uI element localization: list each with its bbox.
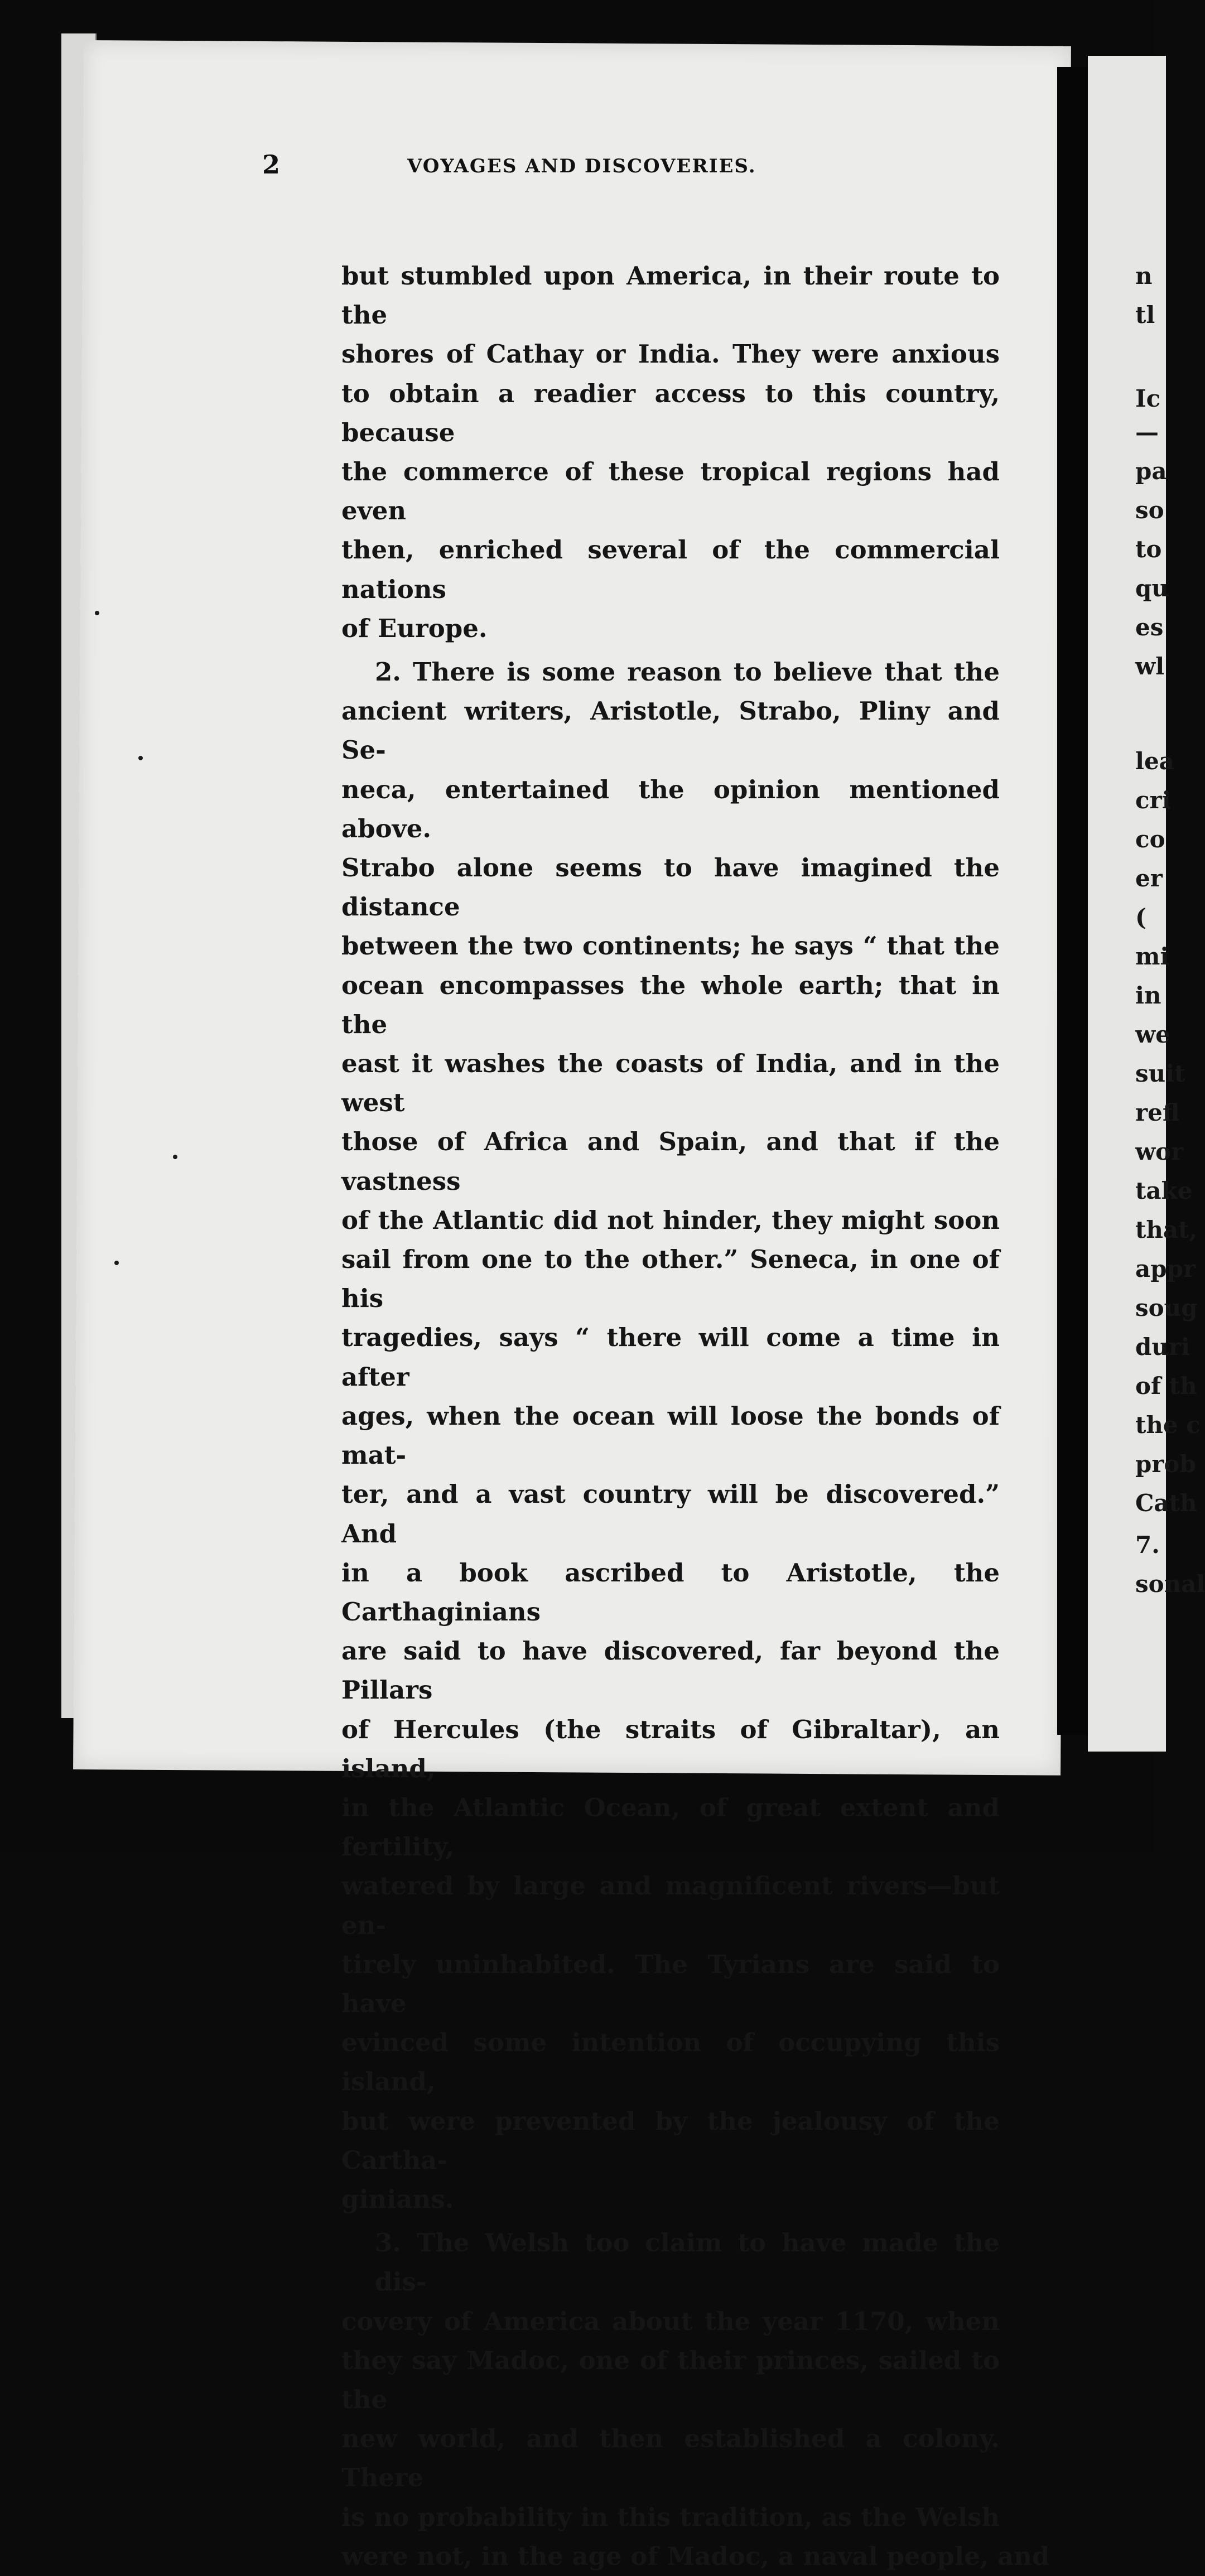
body-line: ocean encompasses the whole earth; that in the xyxy=(341,970,1000,1039)
right-page-fragment: Cath xyxy=(1135,1489,1197,1517)
right-page-fragment: we xyxy=(1135,1021,1170,1048)
right-page-fragment: take xyxy=(1135,1177,1193,1204)
scan-speck xyxy=(114,1261,119,1265)
body-line: those of Africa and Spain, and that if the vastness xyxy=(341,1127,1000,1196)
body-line: of Europe. xyxy=(341,613,488,643)
body-line: but were prevented by the jealousy of the Cartha- xyxy=(341,2106,1000,2175)
scan-speck xyxy=(95,611,99,615)
body-line: evinced some intention of occupying this island, xyxy=(341,2028,1000,2097)
right-page-fragment: that, xyxy=(1135,1216,1198,1243)
right-page-fragment: — xyxy=(1135,418,1159,446)
body-line: is no probability in this tradition, as the Welsh xyxy=(341,2502,1000,2532)
body-line: sail from one to the other.” Seneca, in one of his xyxy=(341,1244,1000,1314)
body-line: tragedies, says “ there will come a time in after xyxy=(341,1323,1000,1392)
body-line: ginians. xyxy=(341,2184,454,2214)
right-page-fragment: prob xyxy=(1135,1450,1196,1478)
right-page-fragment: lea xyxy=(1135,747,1174,775)
right-page-fragment: pa xyxy=(1135,457,1167,485)
right-page-fragment: Ic xyxy=(1135,385,1161,412)
body-line: to obtain a readier access to this country, because xyxy=(341,378,1000,447)
body-line: but stumbled upon America, in their route to the xyxy=(341,261,1000,330)
body-text xyxy=(341,257,1050,2576)
right-page-fragment: of th xyxy=(1135,1372,1197,1400)
running-head: VOYAGES AND DISCOVERIES. xyxy=(407,155,756,177)
body-line: between the two continents; he says “ that the xyxy=(341,931,1000,961)
right-page-fragment: soug xyxy=(1135,1294,1198,1321)
right-page-fragment: so xyxy=(1135,496,1164,524)
body-line: in a book ascribed to Aristotle, the Carthaginians xyxy=(341,1557,1000,1627)
scan-speck xyxy=(138,756,143,760)
body-line: ages, when the ocean will loose the bonds of mat- xyxy=(341,1401,1000,1470)
body-line: east it washes the coasts of India, and in the west xyxy=(341,1049,1000,1118)
right-page-fragment: refl xyxy=(1135,1099,1180,1126)
body-line: they say Madoc, one of their princes, sailed to the xyxy=(341,2345,1000,2414)
body-line: covery of America about the year 1170, when xyxy=(341,2306,1000,2336)
right-page-fragment: qu xyxy=(1135,575,1169,602)
right-page-fragment: wor xyxy=(1135,1138,1184,1165)
body-line: Strabo alone seems to have imagined the distance xyxy=(341,853,1000,922)
right-page-fragment: n xyxy=(1135,262,1153,290)
body-line: neca, entertained the opinion mentioned above. xyxy=(341,774,1000,843)
body-line: 3. The Welsh too claim to have made the dis- xyxy=(375,2228,1000,2297)
body-line: in the Atlantic Ocean, of great extent and fertility, xyxy=(341,1792,1000,1862)
body-line: then, enriched several of the commercial nations xyxy=(341,535,1000,604)
right-page-fragment: appr xyxy=(1135,1255,1196,1282)
body-line: 2. There is some reason to believe that the xyxy=(375,657,1000,687)
body-line: ter, and a vast country will be discovered.” And xyxy=(341,1479,1000,1549)
right-page-fragment: suit xyxy=(1135,1060,1185,1087)
right-page-fragment: er xyxy=(1135,865,1163,892)
body-line: were not, in the age of Madoc, a naval people, and xyxy=(341,2541,1050,2571)
right-page-fragment: sonal xyxy=(1135,1570,1205,1598)
body-line: the commerce of these tropical regions had even xyxy=(341,457,1000,526)
body-line: of the Atlantic did not hinder, they might soon xyxy=(341,1205,1000,1235)
right-page-fragment: the c xyxy=(1135,1411,1201,1439)
right-page-fragment: co xyxy=(1135,826,1165,853)
right-page-fragment: mi xyxy=(1135,943,1169,970)
body-line: new world, and then established a colony. There xyxy=(341,2424,1000,2493)
right-page-fragment: cri xyxy=(1135,787,1171,814)
page-number: 2 xyxy=(262,149,281,180)
body-line: are said to have discovered, far beyond the Pillars xyxy=(341,1636,1000,1705)
right-page-fragment: duri xyxy=(1135,1333,1190,1361)
body-line: shores of Cathay or India. They were anxious xyxy=(341,339,1000,369)
right-page-fragment: in xyxy=(1135,982,1161,1009)
right-page-fragment: es xyxy=(1135,614,1164,641)
body-line: watered by large and magnificent rivers—but en- xyxy=(341,1871,1000,1940)
right-page-fragment: 7. xyxy=(1135,1531,1160,1559)
scan-speck xyxy=(173,1155,177,1159)
body-line: tirely uninhabited. The Tyrians are said to have xyxy=(341,1949,1000,2018)
right-page-fragment: to xyxy=(1135,536,1162,563)
body-line: of Hercules (the straits of Gibraltar), an island, xyxy=(341,1714,1000,1783)
body-line: ancient writers, Aristotle, Strabo, Pliny and Se- xyxy=(341,696,1000,765)
right-page-fragment: tl xyxy=(1135,301,1155,329)
right-page-fragment: ( xyxy=(1135,904,1146,931)
right-page-fragment: wl xyxy=(1135,653,1165,680)
book-gutter xyxy=(1057,67,1090,1735)
